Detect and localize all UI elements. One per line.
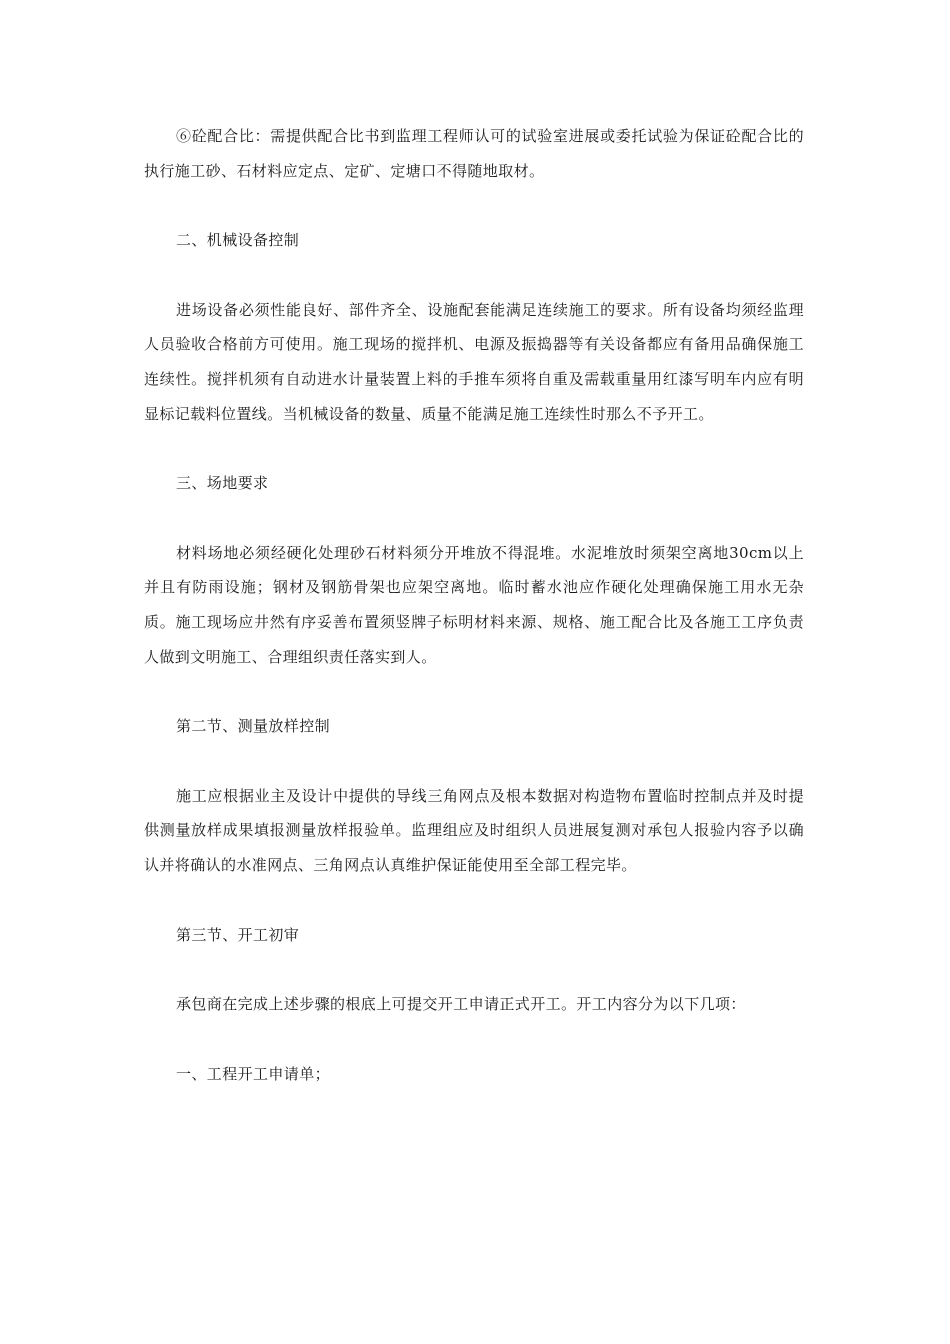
spacer — [144, 883, 804, 918]
spacer — [144, 431, 804, 466]
paragraph-survey: 施工应根据业主及设计中提供的导线三角网点及根本数据对构造物布置临时控制点并及时提供测量放样成果填报测量放样报验单。监理组应及时组织人员进展复测对承包人报验内容予以确认并将确认的水准网点、三角网点认真维护保证能使用至全部工程完毕。 — [144, 786, 804, 874]
spacer — [144, 744, 804, 779]
heading-application-form: 一、工程开工申请单； — [176, 1064, 331, 1083]
spacer — [144, 1022, 804, 1057]
heading-site-requirements: 三、场地要求 — [176, 474, 269, 493]
paragraph-commencement: 承包商在完成上述步骤的根底上可提交开工申请正式开工。开工内容分为以下几项： — [176, 995, 746, 1014]
spacer — [144, 501, 804, 536]
paragraph-site: 材料场地必须经硬化处理砂石材料须分开堆放不得混堆。水泥堆放时须架空离地30cm以上并且有防雨设施；钢材及钢筋骨架也应架空离地。临时蓄水池应作硬化处理确保施工用水无杂质。施工现场应井然有序妥善布置须竖牌子标明材料来源、规格、施工配合比及各施工工序负责人做到文明施工、合理组织责任落实到人。 — [144, 543, 804, 666]
heading-machinery-control: 二、机械设备控制 — [176, 231, 300, 250]
spacer — [144, 952, 804, 987]
paragraph-mix-ratio: ⑥砼配合比：需提供配合比书到监理工程师认可的试验室进展或委托试验为保证砼配合比的执行施工砂、石材料应定点、定矿、定塘口不得随地取材。 — [144, 127, 804, 180]
paragraph-machinery: 进场设备必须性能良好、部件齐全、设施配套能满足连续施工的要求。所有设备均须经监理人员验收合格前方可使用。施工现场的搅拌机、电源及振捣器等有关设备都应有备用品确保施工连续性。搅拌机须有自动进水计量装置上料的手推车须将自重及需载重量用红漆写明车内应有明显标记载料位置线。当机械设备的数量、质量不能满足施工连续性时那么不予开工。 — [144, 300, 804, 423]
spacer — [144, 258, 804, 293]
spacer — [144, 674, 804, 709]
heading-initial-review: 第三节、开工初审 — [176, 925, 300, 944]
spacer — [144, 188, 804, 223]
document-body — [144, 119, 804, 1091]
heading-survey-control: 第二节、测量放样控制 — [176, 717, 331, 736]
